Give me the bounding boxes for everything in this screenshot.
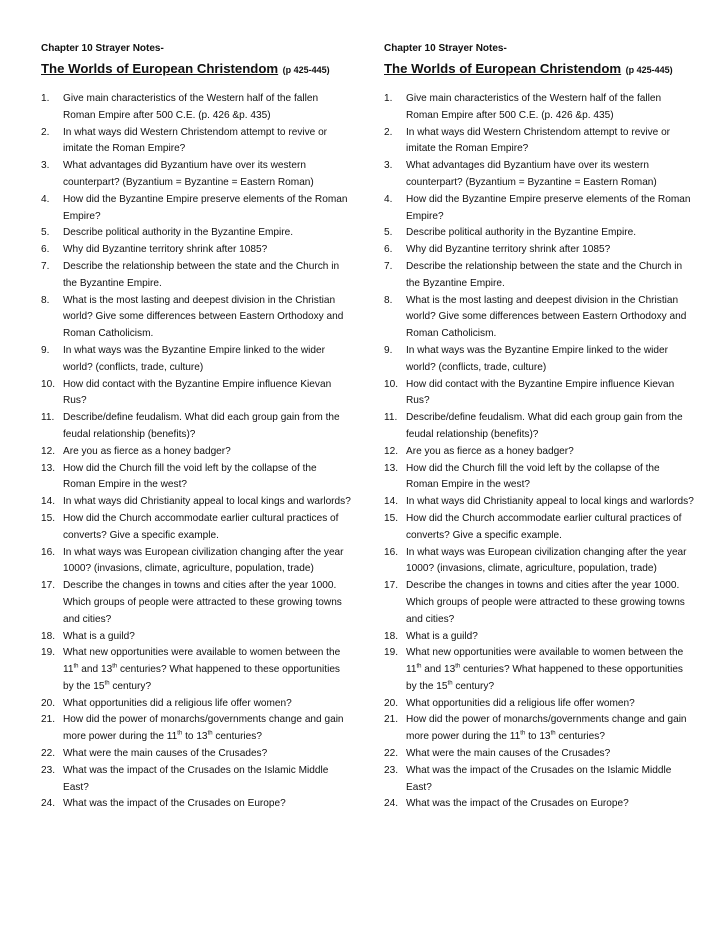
question-item xyxy=(384,629,694,646)
question-item xyxy=(41,578,351,628)
question-text: What is the most lasting and deepest division in the Christian world? Give some differences between Eastern Orthodoxy and Roman Catholicism. xyxy=(406,294,687,340)
question-item xyxy=(41,343,351,377)
question-number: 15. xyxy=(384,512,399,524)
question-item xyxy=(384,444,694,461)
question-number: 15. xyxy=(41,512,56,524)
question-text: What were the main causes of the Crusades? xyxy=(63,748,268,760)
question-text: In what ways was European civilization changing after the year 1000? (invasions, climate, agriculture, population, trade) xyxy=(63,546,344,575)
question-text: How did the Byzantine Empire preserve elements of the Roman Empire? xyxy=(63,193,348,222)
question-number: 21. xyxy=(384,714,399,726)
question-text-part: to 13 xyxy=(182,731,208,743)
ordinal-suffix: th xyxy=(112,663,118,670)
question-text xyxy=(406,712,694,746)
question-number: 22. xyxy=(384,748,399,760)
question-item xyxy=(41,511,351,545)
question-item xyxy=(384,763,694,797)
question-text: What was the impact of the Crusades on the Islamic Middle East? xyxy=(63,764,329,793)
question-item xyxy=(41,629,351,646)
question-text: How did the Byzantine Empire preserve elements of the Roman Empire? xyxy=(406,193,691,222)
question-number: 18. xyxy=(384,630,399,642)
question-item xyxy=(384,377,694,411)
question-text: Describe/define feudalism. What did each group gain from the feudal relationship (benefits)? xyxy=(406,412,683,440)
question-item xyxy=(384,494,694,511)
question-text: What is a guild? xyxy=(406,630,478,642)
question-text-part: centuries? What happened to these opportunities by the 15 xyxy=(406,664,683,692)
question-number: 19. xyxy=(384,647,399,659)
question-text-part: century? xyxy=(452,680,495,692)
question-text: What were the main causes of the Crusades? xyxy=(406,748,611,760)
question-number: 14. xyxy=(41,496,56,508)
question-text-part: century? xyxy=(109,680,152,692)
question-text-part: to 13 xyxy=(525,731,551,743)
question-item xyxy=(41,545,351,579)
question-item xyxy=(41,645,351,695)
question-number: 21. xyxy=(41,714,56,726)
question-number: 23. xyxy=(41,764,56,776)
question-number: 24. xyxy=(384,798,399,810)
question-item xyxy=(384,410,694,444)
header-label: Chapter 10 Strayer Notes- xyxy=(41,43,164,54)
question-text-part: and 13 xyxy=(78,664,113,676)
question-item xyxy=(384,293,694,343)
question-text: Give main characteristics of the Western half of the fallen Roman Empire after 500 C.E. (p. 426 &p. 435) xyxy=(63,93,319,121)
question-text: In what ways was the Byzantine Empire linked to the wider world? (conflicts, trade, culture) xyxy=(63,344,326,373)
question-number: 8. xyxy=(384,294,393,306)
page-range: (p 425-445) xyxy=(625,65,673,75)
question-item xyxy=(384,91,694,125)
question-number: 17. xyxy=(41,580,56,592)
question-text: Are you as fierce as a honey badger? xyxy=(63,445,231,457)
question-text: Are you as fierce as a honey badger? xyxy=(406,445,574,457)
question-item xyxy=(41,192,351,226)
question-number: 1. xyxy=(41,93,50,104)
question-number: 14. xyxy=(384,496,399,508)
ordinal-suffix: th xyxy=(73,663,79,670)
header-label: Chapter 10 Strayer Notes- xyxy=(384,43,507,54)
ordinal-suffix: th xyxy=(177,730,183,737)
question-number: 10. xyxy=(384,378,399,390)
question-text-part: centuries? What happened to these opportunities by the 15 xyxy=(63,664,340,692)
question-item xyxy=(41,91,351,125)
ordinal-suffix: th xyxy=(207,730,213,737)
question-item xyxy=(384,696,694,713)
question-text: How did the Church fill the void left by the collapse of the Roman Empire in the west? xyxy=(406,462,660,491)
question-text-part: How did the power of monarchs/governments change and gain more power during the 11 xyxy=(406,714,687,743)
ordinal-suffix: th xyxy=(104,680,110,687)
question-number: 9. xyxy=(41,344,50,356)
worksheet-copy-left xyxy=(41,42,351,813)
question-text: In what ways did Christianity appeal to local kings and warlords? xyxy=(63,496,351,508)
question-item xyxy=(41,410,351,444)
question-text: What is the most lasting and deepest division in the Christian world? Give some differences between Eastern Orthodoxy and Roman Catholicism. xyxy=(63,294,344,340)
question-number: 12. xyxy=(384,445,399,457)
question-text: How did the Church accommodate earlier cultural practices of converts? Give a specific example. xyxy=(63,512,339,541)
question-number: 2. xyxy=(41,126,50,138)
question-number: 18. xyxy=(41,630,56,642)
title-row xyxy=(41,60,351,79)
question-item xyxy=(384,511,694,545)
question-text: In what ways was European civilization changing after the year 1000? (invasions, climate, agriculture, population, trade) xyxy=(406,546,687,575)
question-text: Describe the changes in towns and cities after the year 1000. Which groups of people were attracted to these growing towns and cities? xyxy=(63,580,342,625)
ordinal-suffix: th xyxy=(550,730,556,737)
question-item xyxy=(41,242,351,259)
question-number: 20. xyxy=(41,697,56,709)
question-text: Describe/define feudalism. What did each group gain from the feudal relationship (benefits)? xyxy=(63,412,340,440)
question-item xyxy=(41,461,351,495)
question-number: 13. xyxy=(41,462,56,474)
question-text: Describe the relationship between the state and the Church in the Byzantine Empire. xyxy=(406,260,683,289)
question-text-part: What new opportunities were available to women between the 11 xyxy=(406,647,684,676)
ordinal-suffix: th xyxy=(520,730,526,737)
question-text: What opportunities did a religious life offer women? xyxy=(63,697,292,709)
question-item xyxy=(41,712,351,746)
question-list xyxy=(384,91,694,813)
question-item xyxy=(41,494,351,511)
question-number: 5. xyxy=(384,227,393,239)
question-number: 10. xyxy=(41,378,56,390)
question-item xyxy=(41,796,351,813)
question-number: 11. xyxy=(41,412,55,424)
question-text-part: and 13 xyxy=(421,664,456,676)
question-text: How did the Church accommodate earlier cultural practices of converts? Give a specific example. xyxy=(406,512,682,541)
ordinal-suffix: th xyxy=(447,680,453,687)
question-text: Describe the relationship between the state and the Church in the Byzantine Empire. xyxy=(63,260,340,289)
question-item xyxy=(384,259,694,293)
question-item xyxy=(41,444,351,461)
question-text: In what ways did Christianity appeal to local kings and warlords? xyxy=(406,496,694,508)
title-row xyxy=(384,60,694,79)
question-number: 4. xyxy=(41,193,50,205)
question-number: 5. xyxy=(41,227,50,239)
question-text-part: centuries? xyxy=(212,731,262,743)
question-number: 6. xyxy=(41,244,50,256)
question-number: 16. xyxy=(384,546,399,558)
worksheet-copy-right xyxy=(384,42,694,813)
question-text: Why did Byzantine territory shrink after 1085? xyxy=(406,244,611,256)
question-number: 19. xyxy=(41,647,56,659)
question-item xyxy=(384,578,694,628)
question-item xyxy=(384,545,694,579)
question-text: Describe the changes in towns and cities after the year 1000. Which groups of people were attracted to these growing towns and cities? xyxy=(406,580,685,625)
question-text: Give main characteristics of the Western half of the fallen Roman Empire after 500 C.E. (p. 426 &p. 435) xyxy=(406,93,662,121)
question-item xyxy=(384,461,694,495)
question-item xyxy=(41,225,351,242)
question-item xyxy=(384,225,694,242)
question-text: How did the Church fill the void left by the collapse of the Roman Empire in the west? xyxy=(63,462,317,491)
question-item xyxy=(384,746,694,763)
question-item xyxy=(41,158,351,192)
question-text-part: What new opportunities were available to women between the 11 xyxy=(63,647,341,676)
question-item xyxy=(384,712,694,746)
question-text: Why did Byzantine territory shrink after 1085? xyxy=(63,244,268,256)
question-text: What was the impact of the Crusades on Europe? xyxy=(406,798,629,810)
question-number: 7. xyxy=(41,260,50,272)
question-item xyxy=(384,125,694,159)
question-text xyxy=(63,645,351,695)
ordinal-suffix: th xyxy=(416,663,422,670)
worksheet-title: The Worlds of European Christendom xyxy=(384,61,622,76)
ordinal-suffix: th xyxy=(455,663,461,670)
question-text xyxy=(406,645,694,695)
question-item xyxy=(384,192,694,226)
question-number: 11. xyxy=(384,412,398,424)
question-text xyxy=(63,712,351,746)
question-item xyxy=(384,645,694,695)
question-item xyxy=(384,158,694,192)
question-number: 2. xyxy=(384,126,393,138)
question-text: In what ways did Western Christendom attempt to revive or imitate the Roman Empire? xyxy=(406,126,671,155)
question-item xyxy=(41,377,351,411)
question-text: How did contact with the Byzantine Empire influence Kievan Rus? xyxy=(63,378,332,407)
question-text-part: centuries? xyxy=(555,731,605,743)
question-number: 3. xyxy=(384,160,393,172)
question-item xyxy=(41,125,351,159)
question-number: 23. xyxy=(384,764,399,776)
question-item xyxy=(384,343,694,377)
question-text: What advantages did Byzantium have over its western counterpart? (Byzantium = Byzantine = Eastern Roman) xyxy=(63,160,314,188)
worksheet-title: The Worlds of European Christendom xyxy=(41,61,279,76)
question-item xyxy=(384,796,694,813)
question-text-part: How did the power of monarchs/governments change and gain more power during the 11 xyxy=(63,714,344,743)
question-text: How did contact with the Byzantine Empire influence Kievan Rus? xyxy=(406,378,675,407)
question-item xyxy=(41,696,351,713)
question-number: 22. xyxy=(41,748,56,760)
question-item xyxy=(41,293,351,343)
question-number: 9. xyxy=(384,344,393,356)
question-text: What was the impact of the Crusades on Europe? xyxy=(63,798,286,810)
question-item xyxy=(384,242,694,259)
question-item xyxy=(41,746,351,763)
question-text: What was the impact of the Crusades on the Islamic Middle East? xyxy=(406,764,672,793)
question-text: What is a guild? xyxy=(63,630,135,642)
question-number: 13. xyxy=(384,462,399,474)
question-number: 3. xyxy=(41,160,50,172)
question-text: Describe political authority in the Byzantine Empire. xyxy=(406,227,637,239)
question-text: What opportunities did a religious life offer women? xyxy=(406,697,635,709)
question-number: 6. xyxy=(384,244,393,256)
question-number: 24. xyxy=(41,798,56,810)
question-number: 4. xyxy=(384,193,393,205)
question-number: 7. xyxy=(384,260,393,272)
question-text: In what ways was the Byzantine Empire linked to the wider world? (conflicts, trade, culture) xyxy=(406,344,669,373)
question-number: 20. xyxy=(384,697,399,709)
question-list xyxy=(41,91,351,813)
question-text: What advantages did Byzantium have over its western counterpart? (Byzantium = Byzantine = Eastern Roman) xyxy=(406,160,657,188)
question-number: 17. xyxy=(384,580,399,592)
question-text: In what ways did Western Christendom attempt to revive or imitate the Roman Empire? xyxy=(63,126,328,155)
question-item xyxy=(41,763,351,797)
question-number: 12. xyxy=(41,445,56,457)
page-range: (p 425-445) xyxy=(282,65,330,75)
question-item xyxy=(41,259,351,293)
question-number: 8. xyxy=(41,294,50,306)
question-text: Describe political authority in the Byzantine Empire. xyxy=(63,227,294,239)
question-number: 1. xyxy=(384,93,393,104)
question-number: 16. xyxy=(41,546,56,558)
